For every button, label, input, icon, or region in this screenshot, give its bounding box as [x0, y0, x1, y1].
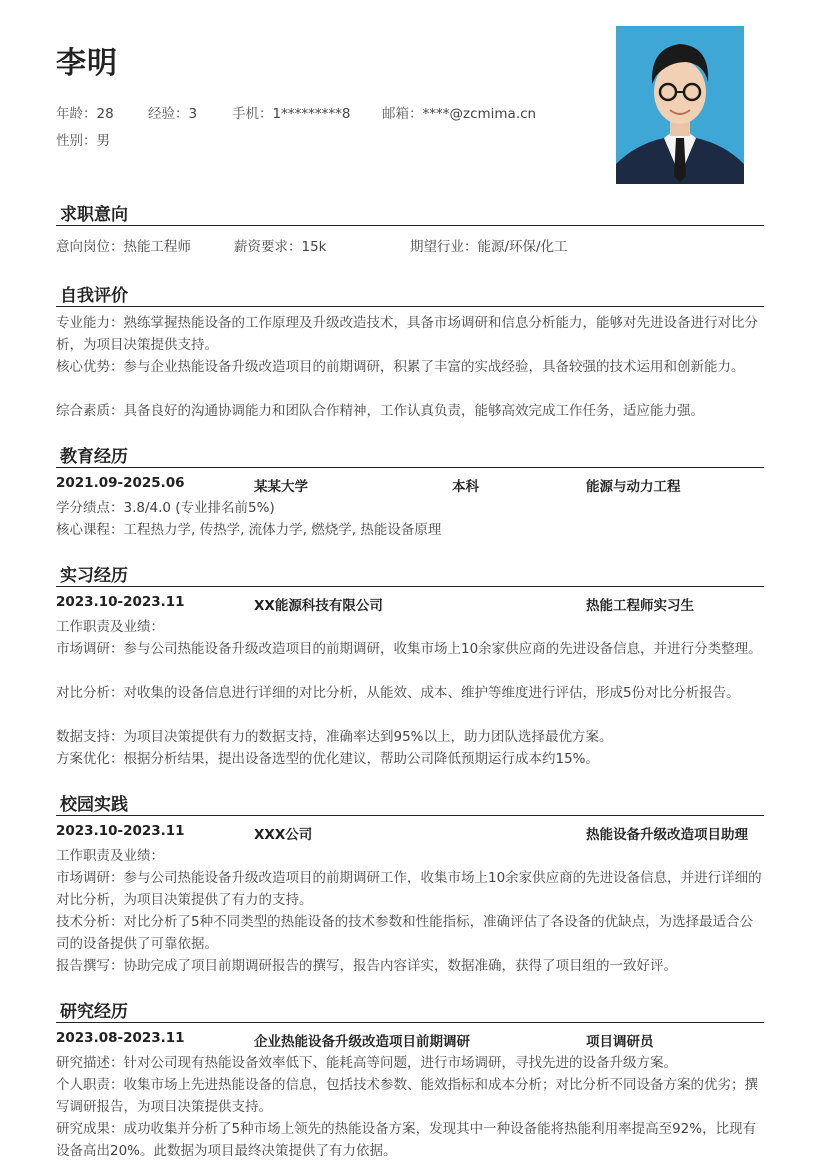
phone-field: 手机：1*********8 [232, 106, 351, 122]
internship-line: 数据支持：为项目决策提供有力的数据支持，准确率达到95%以上，助力团队选择最优方案。 [56, 729, 613, 745]
section-divider [56, 815, 764, 816]
intent-position: 意向岗位：热能工程师 [56, 239, 191, 255]
education-entry-header [56, 475, 766, 495]
campus-line: 报告撰写：协助完成了项目前期调研报告的撰写，报告内容详实，数据准确，获得了项目组的一致好评。 [56, 958, 677, 974]
research-line: 个人职责：收集市场上先进热能设备的信息，包括技术参数、能效指标和成本分析；对比分析不同设备方案的优劣；撰写调研报告，为项目决策提供支持。 [56, 1077, 758, 1115]
research-date: 2023.08-2023.11 [56, 1030, 185, 1046]
research-role: 项目调研员 [586, 1034, 654, 1050]
education-school: 某某大学 [254, 479, 308, 495]
basic-info-row-2 [56, 129, 110, 149]
research-entry-header [56, 1030, 766, 1050]
research-project: 企业热能设备升级改造项目前期调研 [254, 1034, 470, 1050]
section-title-intent: 求职意向 [60, 205, 128, 225]
age-field: 年龄：28 [56, 106, 114, 122]
research-line: 研究成果：成功收集并分析了5种市场上领先的热能设备方案，发现其中一种设备能将热能利用率提高至92%，比现有设备高出20%。此数据为项目最终决策提供了有力依据。 [56, 1121, 757, 1159]
education-major: 能源与动力工程 [586, 479, 681, 495]
self-eval-line: 综合素质：具备良好的沟通协调能力和团队合作精神，工作认真负责，能够高效完成工作任务，适应能力强。 [56, 403, 704, 419]
education-degree: 本科 [452, 479, 479, 495]
campus-line: 工作职责及业绩： [56, 848, 164, 864]
self-eval-line: 专业能力：熟练掌握热能设备的工作原理及升级改造技术，具备市场调研和信息分析能力，能够对先进设备进行对比分析，为项目决策提供支持。 [56, 315, 758, 353]
section-divider [56, 225, 764, 226]
section-title-internship: 实习经历 [60, 566, 128, 586]
section-title-self-eval: 自我评价 [60, 286, 128, 306]
education-line: 学分绩点：3.8/4.0 (专业排名前5%) [56, 500, 275, 516]
section-title-education: 教育经历 [60, 447, 128, 467]
internship-role: 热能工程师实习生 [586, 598, 694, 614]
gender-field: 性别：男 [56, 133, 110, 149]
intent-salary: 薪资要求：15k [234, 239, 327, 255]
section-title-campus: 校园实践 [60, 795, 128, 815]
section-divider [56, 467, 764, 468]
campus-entry-header [56, 823, 766, 843]
profile-photo [616, 26, 744, 184]
section-title-research: 研究经历 [60, 1002, 128, 1022]
campus-date: 2023.10-2023.11 [56, 823, 185, 839]
internship-line: 工作职责及业绩： [56, 619, 164, 635]
internship-line: 对比分析：对收集的设备信息进行详细的对比分析，从能效、成本、维护等维度进行评估，形成5份对比分析报告。 [56, 685, 740, 701]
internship-entry-header [56, 594, 766, 614]
section-divider [56, 586, 764, 587]
research-line: 研究描述：针对公司现有热能设备效率低下、能耗高等问题，进行市场调研，寻找先进的设备升级方案。 [56, 1055, 677, 1071]
section-divider [56, 1022, 764, 1023]
basic-info-row-1 [56, 102, 536, 122]
portrait-illustration [616, 26, 744, 184]
candidate-name: 李明 [56, 46, 118, 81]
email-field: 邮箱：****@zcmima.cn [382, 106, 537, 122]
campus-role: 热能设备升级改造项目助理 [586, 827, 748, 843]
campus-org: XXX公司 [254, 827, 313, 843]
education-date: 2021.09-2025.06 [56, 475, 185, 491]
internship-line: 方案优化：根据分析结果，提出设备选型的优化建议，帮助公司降低预期运行成本约15%。 [56, 751, 600, 767]
internship-date: 2023.10-2023.11 [56, 594, 185, 610]
campus-line: 市场调研：参与公司热能设备升级改造项目的前期调研工作，收集市场上10余家供应商的先进设备信息，并进行详细的对比分析，为项目决策提供了有力的支持。 [56, 870, 762, 908]
section-divider [56, 306, 764, 307]
intent-industry: 期望行业：能源/环保/化工 [410, 239, 568, 255]
internship-company: XX能源科技有限公司 [254, 598, 383, 614]
campus-line: 技术分析：对比分析了5种不同类型的热能设备的技术参数和性能指标，准确评估了各设备的优缺点，为选择最适合公司的设备提供了可靠依据。 [56, 914, 754, 952]
self-eval-line: 核心优势：参与企业热能设备升级改造项目的前期调研，积累了丰富的实战经验，具备较强的技术运用和创新能力。 [56, 359, 745, 375]
internship-line: 市场调研：参与公司热能设备升级改造项目的前期调研，收集市场上10余家供应商的先进设备信息，并进行分类整理。 [56, 641, 762, 657]
experience-field: 经验：3 [148, 106, 198, 122]
education-line: 核心课程：工程热力学, 传热学, 流体力学, 燃烧学, 热能设备原理 [56, 522, 442, 538]
